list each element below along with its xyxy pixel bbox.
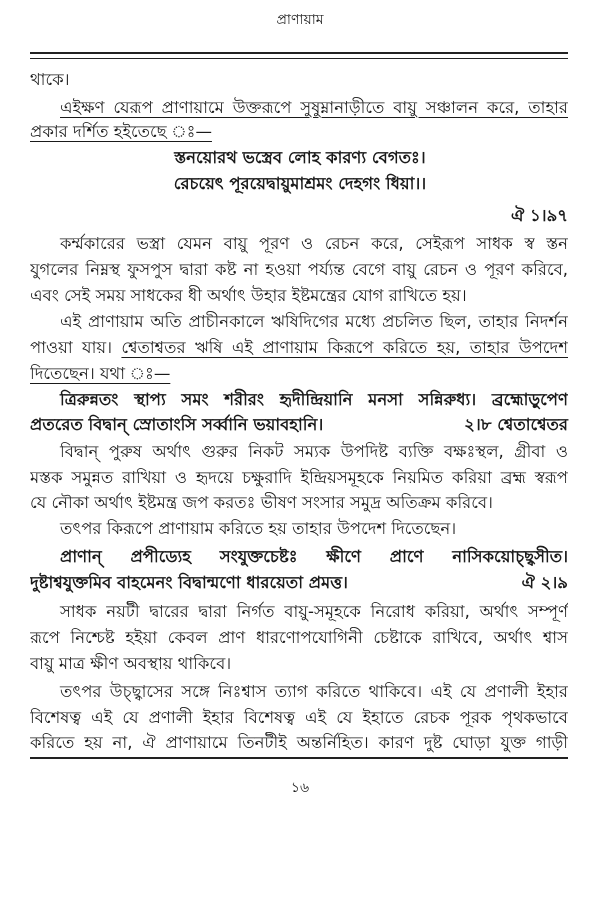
text-line [30, 96, 568, 120]
text-line: বিদ্বান্ পুরুষ অর্থাৎ গুরুর নিকট সম্যক উপদিষ্ট ব্যক্তি বক্ষঃস্থল, গ্রীবা ও [60, 442, 568, 461]
text-line: যে নৌকা অর্থাৎ ইষ্টমন্ত্র জপ করতঃ ভীষণ সংসার সমুদ্র অতিক্রম করিবে। [30, 493, 493, 512]
text-line: বিশেষত্ব এই যে প্রণালী ইহার বিশেষত্ব এই যে ইহাতে রেচক পূরক পৃথকভাবে [30, 708, 568, 727]
text-line [30, 362, 568, 386]
underlined-text: শ্বেতাশ্বতর ঋষি এই প্রাণায়াম কিরূপে করিতে হয়, তাহার উপদেশ [121, 338, 568, 357]
underlined-text: এইক্ষণ যেরূপ প্রাণায়ামে উক্তরূপে সুষুম্নানাড়ীতে বায়ু সঞ্চালন করে, তাহার [60, 98, 568, 117]
text-line [30, 336, 568, 360]
header-rule-bottom [30, 58, 568, 59]
verse-reference: ২।৮ শ্বেতাশ্বেতর [464, 415, 568, 434]
underlined-text: প্রকার দর্শিত হইতেছে ঃ— [30, 122, 212, 141]
verse-line: দুষ্টাশ্বযুক্তমিব বাহমেনং বিদ্বান্মণো ধারয়েতা প্রমত্ত। [30, 573, 348, 592]
text-line: তৎপর কিরূপে প্রাণায়াম করিতে হয় তাহার উপদেশ দিতেছেন। [60, 519, 457, 538]
text-line: মস্তক সমুন্নত রাখিয়া ও হৃদয়ে চক্ষুরাদি ইন্দ্রিয়সমূহকে নিয়মিত করিয়া ব্রহ্ম স্বরূপ [30, 468, 568, 487]
text-line: যুগলের নিম্নস্থ ফুসপুস দ্বারা কষ্ট না হওয়া পর্য্যন্ত বেগে বায়ু রেচন ও পূরণ করিবে, [30, 260, 568, 279]
verse-line: প্রাণান্ প্রপীড্যেহ সংযুক্তচেষ্টঃ ক্ষীণে প্রাণে নাসিকয়োচ্ছ্বসীত। [60, 547, 568, 566]
verse-line: ত্রিরুন্নতং স্থাপ্য সমং শরীরং হৃদীন্দ্রিয়ানি মনসা সন্নিরুধ্য। ব্রহ্মোড়ুপেণ [60, 390, 568, 409]
underlined-text: দিতেছেন। যথা ঃ— [30, 364, 171, 383]
text-line: কর্ম্মকারের ভস্ত্রা যেমন বায়ু পূরণ ও রেচন করে, সেইরূপ সাধক স্ব স্তন [60, 234, 568, 253]
verse-reference: ঐ ১।৯৭ [510, 206, 568, 225]
running-header: প্রাণায়াম [276, 12, 324, 28]
verse-reference: ঐ ২।৯ [521, 573, 568, 592]
text-line: থাকে। [30, 70, 70, 89]
verse-line: স্তনয়োরথ ভস্ত্রেব লোহ কারণ্য বেগতঃ। [174, 148, 426, 167]
text-line: তৎপর উচ্ছ্বাসের সঙ্গে নিঃশ্বাস ত্যাগ করিতে থাকিবে। এই যে প্রণালী ইহার [60, 682, 568, 701]
verse-line: প্রতরেত বিদ্বান্ স্রোতাংসি সর্ব্বানি ভয়াবহানি। [30, 415, 324, 434]
text-line: করিতে হয় না, ঐ প্রাণায়ামে তিনটীই অন্তর্নিহিত। কারণ দুষ্ট ঘোড়া যুক্ত গাড়ী [30, 733, 568, 752]
text-line: সাধক নয়টী দ্বারের দ্বারা নির্গত বায়ু-সমূহকে নিরোধ করিয়া, অর্থাৎ সম্পূর্ণ [60, 602, 568, 621]
header-rule-top [30, 52, 568, 54]
text-line: রূপে নিশ্চেষ্ট হইয়া কেবল প্রাণ ধারণোপযোগিনী চেষ্টাকে রাখিবে, অর্থাৎ শ্বাস [30, 628, 568, 647]
verse-line: রেচয়েৎ পূরয়েদ্বায়ুমাশ্রমং দেহগং ধিয়া।। [173, 174, 427, 193]
text-line: বায়ু মাত্র ক্ষীণ অবস্থায় থাকিবে। [30, 654, 232, 673]
footer-rule [30, 757, 568, 759]
text-line [30, 120, 568, 144]
text-line: এই প্রাণায়াম অতি প্রাচীনকালে ঋষিদিগের মধ্যে প্রচলিত ছিল, তাহার নিদর্শন [60, 312, 568, 331]
page-number: ১৬ [290, 780, 310, 796]
text-segment: পাওয়া যায়। [30, 338, 122, 357]
text-line: এবং সেই সময় সাধকের ধী অর্থাৎ উহার ইষ্টমন্ত্রের যোগ রাখিতে হয়। [30, 286, 467, 305]
